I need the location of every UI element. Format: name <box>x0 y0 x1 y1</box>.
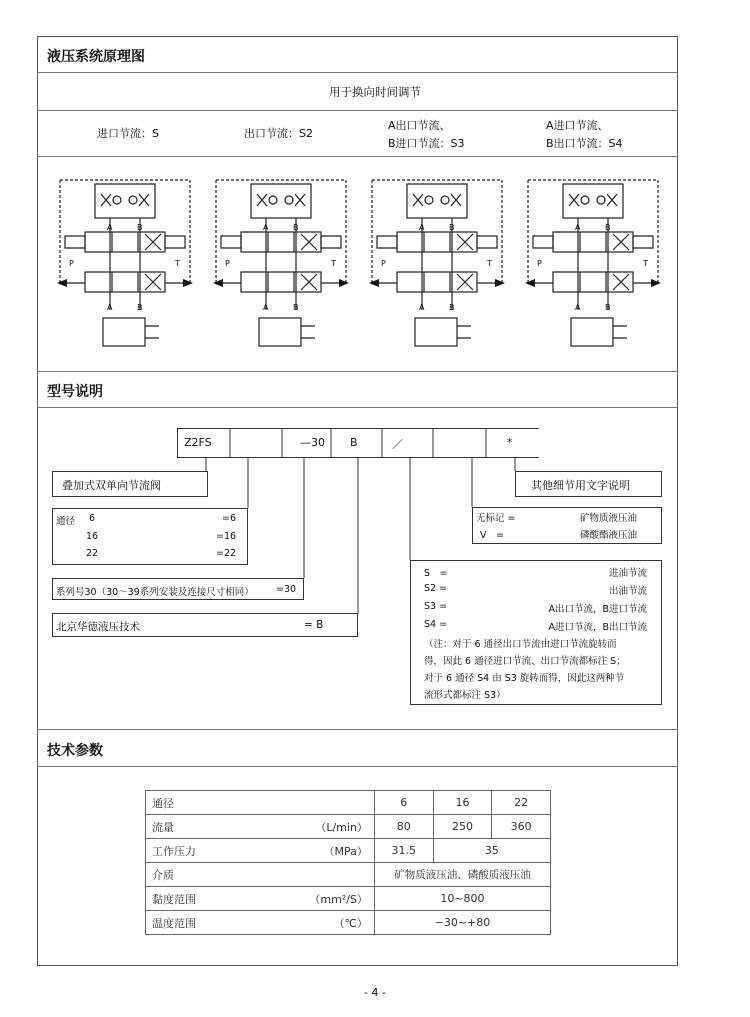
code-cell-0: Z2FS <box>184 436 212 449</box>
label-B-bottom: B <box>293 303 299 312</box>
table-row <box>146 911 551 935</box>
variant-s4-line1: A进口节流、 <box>546 119 609 132</box>
code-cell-2: —30 <box>300 436 325 449</box>
table-cell: 31.5 <box>374 839 433 863</box>
note-line-3: 流形式都标注 S3） <box>424 690 506 701</box>
table-cell: 16 <box>433 791 492 815</box>
row-name: 通径 <box>146 791 375 815</box>
table-row <box>146 863 551 887</box>
table-cell: 35 <box>433 839 550 863</box>
label-T: T <box>175 259 180 268</box>
table-cell: 22 <box>492 791 551 815</box>
diameter-key-16: 16 <box>86 531 99 542</box>
throttle-key-3: S4 = <box>424 619 448 630</box>
label-A-bottom: A <box>575 303 581 312</box>
label-A-top: A <box>575 223 581 232</box>
diameter-val-6: =6 <box>222 513 237 524</box>
label-P: P <box>225 259 230 268</box>
extra-box-label: 其他细节用文字说明 <box>531 479 630 492</box>
page-number: - 4 - <box>364 986 386 999</box>
table-cell: 矿物质液压油、磷酸质液压油 <box>374 863 550 887</box>
throttle-val-0: 进油节流 <box>608 568 647 579</box>
table-cell: 6 <box>374 791 433 815</box>
variant-s3-line1: A出口节流、 <box>388 119 451 132</box>
label-A-top: A <box>107 223 113 232</box>
tech-params-table <box>145 790 551 935</box>
label-P: P <box>381 259 386 268</box>
label-T: T <box>643 259 648 268</box>
label-B-top: B <box>605 223 611 232</box>
section-title-tech: 技术参数 <box>47 743 103 759</box>
row-unit: （MPa） <box>323 844 368 858</box>
media-val-1: 磷酸酯液压油 <box>580 530 638 541</box>
diameter-val-22: =22 <box>216 548 237 559</box>
label-B-bottom: B <box>605 303 611 312</box>
row-label: 温度范围 <box>152 916 196 930</box>
label-A-bottom: A <box>107 303 113 312</box>
label-P: P <box>537 259 542 268</box>
row-unit: （mm²/S） <box>309 892 368 906</box>
label-A-bottom: A <box>419 303 425 312</box>
label-B-bottom: B <box>449 303 455 312</box>
throttle-val-1: 出油节流 <box>608 586 647 597</box>
maker-value: = B <box>304 619 324 631</box>
row-unit: （℃） <box>333 916 368 930</box>
row-name <box>146 839 375 863</box>
table-row <box>146 791 551 815</box>
media-key-0: 无标记 = <box>476 513 516 524</box>
note-line-1: 得，因此 6 通径进口节流、出口节流都标注 S； <box>424 656 626 667</box>
section-title-model: 型号说明 <box>47 384 103 400</box>
note-line-0: （注：对于 6 通径出口节流由进口节流旋转而 <box>424 639 617 650</box>
table-cell: −30~+80 <box>374 911 550 935</box>
row-name <box>146 815 375 839</box>
label-A-top: A <box>419 223 425 232</box>
code-cell-4: ／ <box>392 438 403 451</box>
series-value: =30 <box>276 584 297 595</box>
note-line-2: 对于 6 通径 S4 由 S3 旋转而得，因此这两种节 <box>424 673 625 684</box>
label-P: P <box>69 259 74 268</box>
label-B-top: B <box>137 223 143 232</box>
variant-s3-line2: B进口节流：S3 <box>388 137 465 150</box>
table-cell: 360 <box>492 815 551 839</box>
series-label: 系列号30（30～39系列安装及连接尺寸相同） <box>56 587 254 598</box>
row-name <box>146 911 375 935</box>
diameter-val-16: =16 <box>216 531 237 542</box>
row-name: 介质 <box>146 863 375 887</box>
throttle-key-2: S3 = <box>424 601 448 612</box>
maker-label: 北京华德液压技术 <box>56 621 140 633</box>
table-cell: 250 <box>433 815 492 839</box>
diameter-label: 通径 <box>56 516 76 527</box>
label-T: T <box>331 259 336 268</box>
throttle-val-3: A进口节流，B出口节流 <box>548 622 647 633</box>
principle-subtitle: 用于换向时间调节 <box>329 85 421 99</box>
row-name <box>146 887 375 911</box>
label-B-top: B <box>293 223 299 232</box>
table-row <box>146 839 551 863</box>
label-T: T <box>487 259 492 268</box>
section-title-principle: 液压系统原理图 <box>47 49 145 65</box>
diameter-key-22: 22 <box>86 548 99 559</box>
row-unit: （L/min） <box>315 820 368 834</box>
media-val-0: 矿物质液压油 <box>580 513 638 524</box>
label-B-bottom: B <box>137 303 143 312</box>
diameter-key-6: 6 <box>89 513 96 524</box>
code-cell-3: B <box>350 436 358 449</box>
table-cell: 80 <box>374 815 433 839</box>
row-label: 工作压力 <box>152 844 196 858</box>
row-label: 黏度范围 <box>152 892 196 906</box>
throttle-key-0: S = <box>424 568 448 579</box>
label-B-top: B <box>449 223 455 232</box>
table-cell: 10~800 <box>374 887 550 911</box>
label-A-top: A <box>263 223 269 232</box>
code-cell-7: * <box>507 436 513 449</box>
variant-s2: 出口节流：S2 <box>244 127 313 140</box>
variant-s4-line2: B出口节流：S4 <box>546 137 623 150</box>
label-A-bottom: A <box>263 303 269 312</box>
throttle-val-2: A出口节流，B进口节流 <box>548 604 647 615</box>
name-box-label: 叠加式双单向节流阀 <box>62 479 161 492</box>
row-label: 流量 <box>152 820 174 834</box>
table-row <box>146 815 551 839</box>
table-row <box>146 887 551 911</box>
throttle-key-1: S2 = <box>424 583 448 594</box>
media-key-1: V = <box>480 530 504 541</box>
variant-s: 进口节流：S <box>97 127 159 140</box>
